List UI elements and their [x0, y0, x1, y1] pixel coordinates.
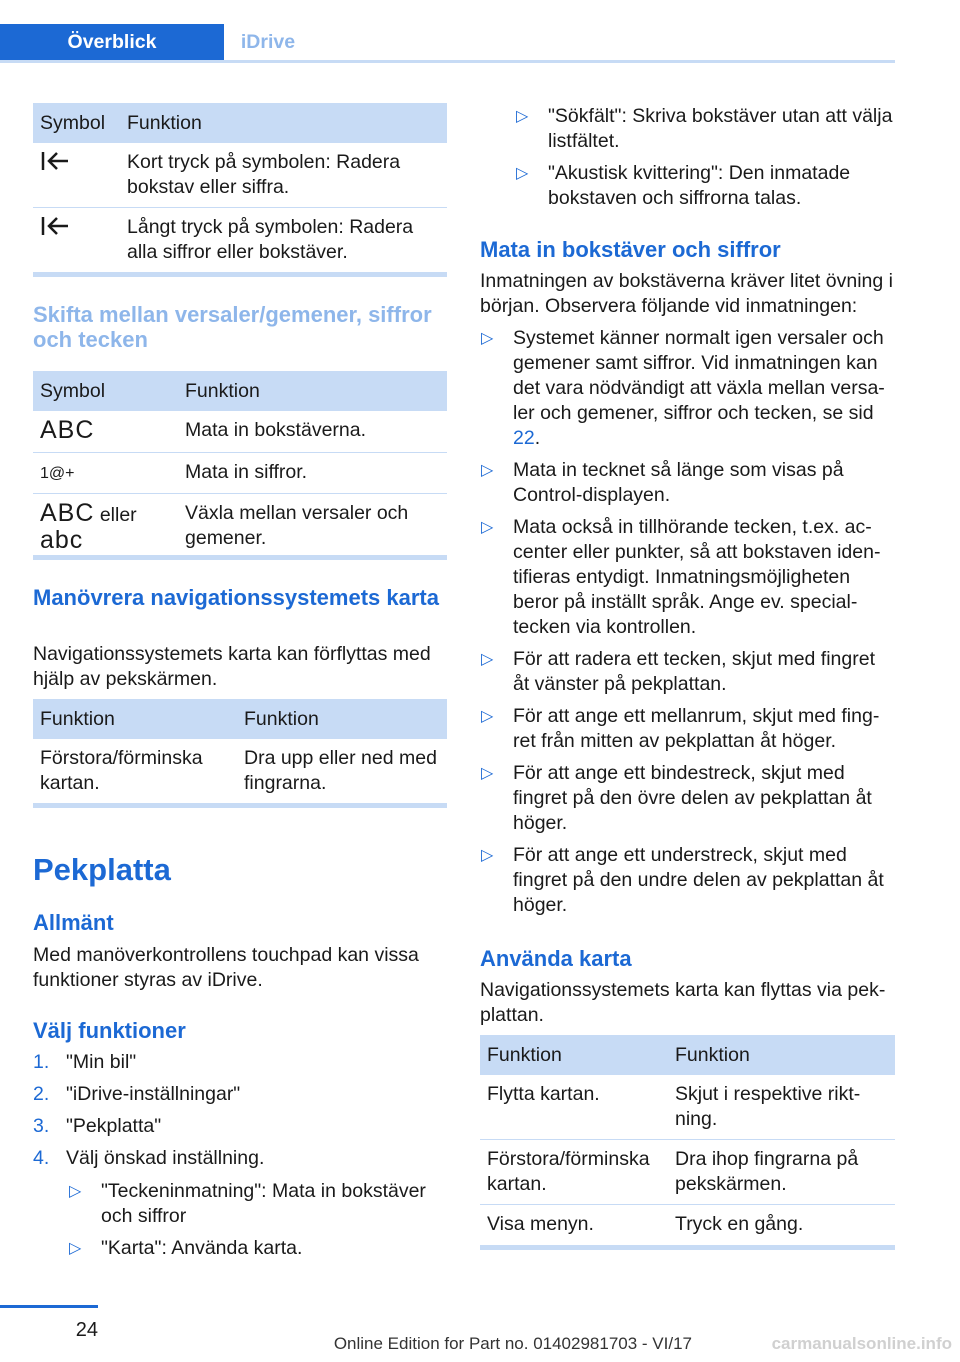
section-heading-select: Välj funktioner: [33, 1018, 186, 1043]
list-item: ▷ "Teckeninmatning": Mata in bokstäver och siffror: [69, 1180, 426, 1227]
list-item: ▷ För att radera ett tecken, skjut med fingret åt vänster på pekplattan.: [481, 648, 875, 695]
table-row: [480, 1075, 895, 1140]
table-cell-symbol: [33, 411, 178, 453]
tab-bar: [0, 24, 895, 63]
table-row: [33, 411, 447, 453]
table-cell: Mata in siffror.: [178, 453, 447, 494]
table-cell: Förstora/förminska kartan.: [480, 1140, 668, 1205]
uppercase-symbol: ABC: [40, 416, 95, 444]
bullet-marker-icon: ▷: [481, 462, 494, 479]
table-header: Funktion: [178, 371, 447, 411]
table-row: [33, 739, 447, 803]
input-intro-text: Inmatningen av bokstäverna kräver litet övning i början. Observera följande vid inmatningen:: [480, 270, 893, 317]
table-cell-symbol: [33, 453, 178, 494]
delete-symbol-table: [33, 103, 447, 272]
table-cell: Förstora/förminska kartan.: [40, 747, 203, 794]
table-cell: Skjut i respektive rikt-ning.: [668, 1075, 895, 1140]
usemap-function-table: [480, 1035, 895, 1244]
page-link[interactable]: 22: [513, 427, 535, 449]
table-row: [33, 494, 447, 563]
bullet-marker-icon: ▷: [481, 519, 494, 536]
table-header: Symbol: [33, 371, 178, 411]
bullet-marker-icon: ▷: [516, 108, 529, 125]
table-cell: Tryck en gång.: [675, 1213, 804, 1235]
page-number: 24: [75, 1319, 98, 1341]
section-heading-usemap: Använda karta: [480, 946, 632, 971]
bullet-marker-icon: ▷: [481, 651, 494, 668]
list-item: ▷ För att ange ett understreck, skjut med fingret på den undre delen av pekplattan åt höger.: [481, 844, 884, 916]
list-item: ▷ För att ange ett bindestreck, skjut med fingret på den övre delen av pekplattan åt höger.: [481, 762, 872, 834]
bullet-marker-icon: ▷: [69, 1183, 82, 1200]
table-end-bar: [33, 272, 447, 277]
table-row: [480, 1205, 895, 1245]
or-label: eller: [99, 504, 137, 526]
top-bullet-list: [515, 104, 895, 218]
section-heading-map: Manövrera navigationssystemets karta: [33, 585, 439, 610]
map-intro-text: Navigationssystemets karta kan förflyttas med hjälp av pekskärmen.: [33, 643, 431, 690]
table-end-bar: [33, 803, 447, 808]
section-heading-input: Mata in bokstäver och siffror: [480, 237, 781, 262]
list-item: 3. "Pekplatta": [33, 1115, 162, 1137]
list-item: ▷ "Sökfält": Skriva bokstäver utan att välja listfältet.: [516, 105, 893, 152]
section-heading-shift: Skifta mellan versaler/gemener, siffror och tecken: [33, 302, 432, 352]
input-bullet-list: [480, 326, 895, 925]
uppercase-symbol: ABC: [40, 499, 95, 527]
list-item: ▷ "Karta": Använda karta.: [69, 1237, 303, 1259]
general-text: Med manöverkontrollens touchpad kan vissa funktioner styras av iDrive.: [33, 944, 419, 991]
table-end-bar: [33, 555, 447, 560]
table-cell: Flytta kartan.: [480, 1075, 668, 1140]
steps-list: [33, 1050, 447, 1178]
usemap-intro-text: Navigationssystemets karta kan flyttas via pek-plattan.: [480, 979, 886, 1026]
list-item: 2. "iDrive-inställningar": [33, 1083, 241, 1105]
list-item: ▷ För att ange ett mellanrum, skjut med fing-ret från mitten av pekplattan åt höger.: [481, 705, 880, 752]
section-heading-general: Allmänt: [33, 910, 114, 935]
table-end-bar: [480, 1245, 895, 1250]
table-header: Funktion: [668, 1035, 895, 1075]
list-item: 4. Välj önskad inställning.: [33, 1147, 265, 1169]
bullet-marker-icon: ▷: [481, 847, 494, 864]
list-item: ▷ Mata också in tillhörande tecken, t.ex. ac-center eller punkter, så att bokstaven iden-tifieras entydigt. Inmatningsmöjligheten beror på inställt språk. Ange ev. special-tecken via kontrollen.: [481, 516, 881, 638]
backspace-icon: [40, 150, 70, 172]
table-header: Funktion: [237, 699, 447, 739]
table-cell: Långt tryck på symbolen: Radera alla siffror eller bokstäver.: [127, 216, 414, 263]
table-header: Symbol: [33, 103, 120, 143]
shift-symbol-table: [33, 371, 447, 562]
table-cell-symbol: [33, 494, 178, 563]
table-header: Funktion: [480, 1035, 668, 1075]
table-cell-symbol: [33, 143, 120, 208]
watermark: carmanualsonline.info: [771, 1334, 952, 1353]
table-cell: Dra upp eller ned med fingrarna.: [244, 747, 437, 794]
table-cell: Dra ihop fingrarna på pekskärmen.: [668, 1140, 895, 1205]
map-function-table: [33, 699, 447, 803]
table-cell: Mata in bokstäverna.: [178, 411, 447, 453]
table-row: [33, 453, 447, 494]
table-header: Funktion: [33, 699, 237, 739]
tab-overblick[interactable]: Överblick: [0, 24, 224, 60]
list-item: ▷ "Akustisk kvittering": Den inmatade bokstaven och siffrorna talas.: [516, 162, 851, 209]
table-row: [33, 143, 447, 208]
table-cell-symbol: [33, 208, 120, 273]
table-cell: Visa menyn.: [487, 1213, 594, 1235]
bullet-marker-icon: ▷: [481, 708, 494, 725]
chapter-title-pekplatta: Pekplatta: [33, 852, 171, 887]
table-cell: Växla mellan versaler och gemener.: [185, 502, 409, 549]
backspace-icon: [40, 215, 70, 237]
bullet-marker-icon: ▷: [481, 765, 494, 782]
list-item: ▷ Mata in tecknet så länge som visas på Control-displayen.: [481, 459, 844, 506]
list-item: 1. "Min bil": [33, 1051, 137, 1073]
footer-rule: [0, 1305, 98, 1308]
table-row: [33, 208, 447, 273]
table-cell: Kort tryck på symbolen: Radera bokstav eller siffra.: [120, 143, 447, 208]
table-row: [480, 1140, 895, 1205]
bullet-marker-icon: ▷: [69, 1240, 82, 1257]
table-header: Funktion: [120, 103, 447, 143]
bullet-marker-icon: ▷: [481, 330, 494, 347]
tab-idrive[interactable]: iDrive: [240, 30, 296, 53]
edition-text: Online Edition for Part no. 01402981703 - VI/17: [333, 1334, 692, 1353]
list-item: ▷ Systemet känner normalt igen versaler och gemener samt siffror. Vid inmatningen kan det vara nödvändigt att växla mellan versa-ler och gemener, siffror och tecken, se sid 22.: [481, 327, 885, 449]
sub-bullet-list: [68, 1179, 447, 1268]
numbers-symbol: 1@+: [40, 465, 75, 482]
lowercase-symbol: abc: [40, 526, 84, 554]
bullet-marker-icon: ▷: [516, 165, 529, 182]
